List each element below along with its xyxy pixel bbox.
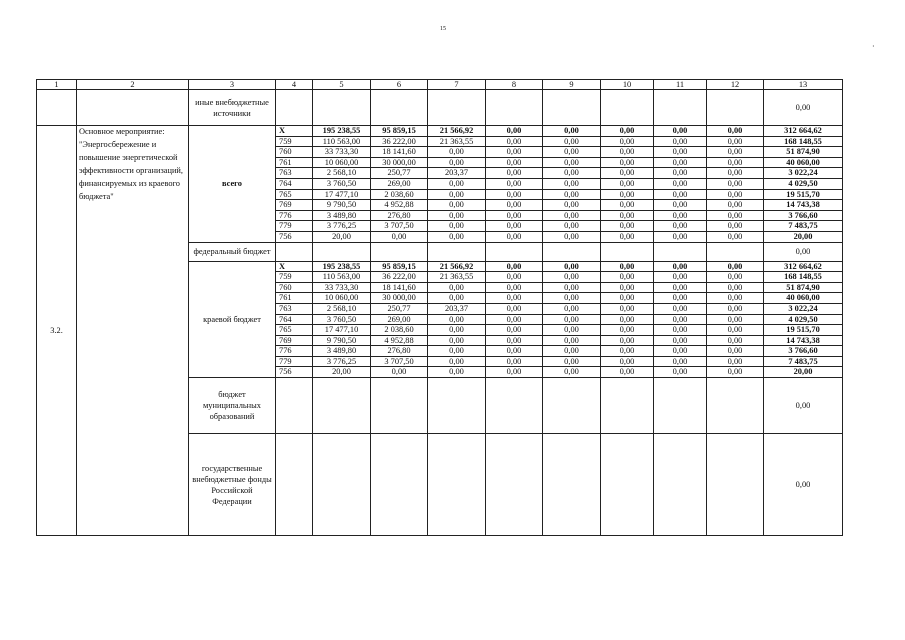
- value-cell: 0,00: [486, 293, 543, 304]
- value-cell: 0,00: [428, 157, 486, 168]
- value-cell: 0,00: [601, 136, 654, 147]
- row-total: 0,00: [764, 90, 843, 126]
- value-cell: 0,00: [654, 168, 707, 179]
- value-cell: 0,00: [601, 261, 654, 272]
- column-header: 5: [313, 80, 371, 90]
- value-cell: 0,00: [601, 231, 654, 242]
- value-cell: 0,00: [428, 293, 486, 304]
- code-cell: 765: [276, 189, 313, 200]
- code-cell: 779: [276, 356, 313, 367]
- value-cell: 0,00: [543, 335, 601, 346]
- column-header: 8: [486, 80, 543, 90]
- column-header: 10: [601, 80, 654, 90]
- code-cell: 765: [276, 325, 313, 336]
- empty-cell: [543, 242, 601, 261]
- value-cell: 0,00: [486, 346, 543, 357]
- value-cell: 0,00: [654, 126, 707, 137]
- empty-cell: [313, 242, 371, 261]
- value-cell: 30 000,00: [371, 157, 428, 168]
- value-cell: 0,00: [654, 178, 707, 189]
- value-cell: 3 760,50: [313, 178, 371, 189]
- value-cell: 0,00: [543, 346, 601, 357]
- value-cell: 0,00: [601, 157, 654, 168]
- value-cell: 33 733,30: [313, 282, 371, 293]
- value-cell: 10 060,00: [313, 293, 371, 304]
- value-cell: 0,00: [654, 147, 707, 158]
- value-cell: 0,00: [371, 231, 428, 242]
- value-cell: 195 238,55: [313, 261, 371, 272]
- code-cell: 763: [276, 168, 313, 179]
- code-cell: 763: [276, 303, 313, 314]
- code-cell: 779: [276, 221, 313, 232]
- value-cell: 0,00: [654, 136, 707, 147]
- empty-cell: [654, 434, 707, 536]
- column-header: 13: [764, 80, 843, 90]
- column-header: 9: [543, 80, 601, 90]
- value-cell: 95 859,15: [371, 126, 428, 137]
- value-cell: 0,00: [543, 126, 601, 137]
- value-cell: 3 022,24: [764, 303, 843, 314]
- code-cell: 761: [276, 293, 313, 304]
- code-cell: 760: [276, 282, 313, 293]
- value-cell: 195 238,55: [313, 126, 371, 137]
- value-cell: 19 515,70: [764, 325, 843, 336]
- row-total: 0,00: [764, 434, 843, 536]
- value-cell: 203,37: [428, 303, 486, 314]
- value-cell: 0,00: [486, 147, 543, 158]
- value-cell: 0,00: [707, 303, 764, 314]
- value-cell: 0,00: [428, 221, 486, 232]
- value-cell: 0,00: [486, 157, 543, 168]
- value-cell: 3 776,25: [313, 221, 371, 232]
- value-cell: 2 038,60: [371, 325, 428, 336]
- value-cell: 0,00: [707, 325, 764, 336]
- empty-cell: [601, 378, 654, 434]
- value-cell: 312 664,62: [764, 126, 843, 137]
- empty-cell: [313, 434, 371, 536]
- value-cell: 0,00: [707, 200, 764, 211]
- scan-dot: ·: [872, 42, 875, 51]
- section-description: Основное мероприятие: "Энергосбережение и повышение энергетической эффективности организаций, финансируемых из краевого бюджета": [77, 126, 189, 536]
- column-header: 12: [707, 80, 764, 90]
- value-cell: 0,00: [707, 335, 764, 346]
- empty-cell: [371, 242, 428, 261]
- empty-cell: [371, 434, 428, 536]
- value-cell: 0,00: [543, 147, 601, 158]
- value-cell: 18 141,60: [371, 147, 428, 158]
- value-cell: 9 790,50: [313, 335, 371, 346]
- value-cell: 17 477,10: [313, 189, 371, 200]
- value-cell: 0,00: [707, 221, 764, 232]
- value-cell: 10 060,00: [313, 157, 371, 168]
- value-cell: 0,00: [543, 157, 601, 168]
- value-cell: 269,00: [371, 178, 428, 189]
- value-cell: 0,00: [486, 325, 543, 336]
- value-cell: 21 566,92: [428, 126, 486, 137]
- empty-cell: [654, 242, 707, 261]
- value-cell: 0,00: [601, 325, 654, 336]
- value-cell: 20,00: [764, 231, 843, 242]
- value-cell: 0,00: [486, 221, 543, 232]
- value-cell: 0,00: [428, 147, 486, 158]
- value-cell: 0,00: [654, 303, 707, 314]
- empty-cell: [543, 378, 601, 434]
- value-cell: 36 222,00: [371, 272, 428, 283]
- page-number: 15: [440, 26, 446, 32]
- value-cell: 17 477,10: [313, 325, 371, 336]
- header-row: [37, 80, 843, 90]
- row-total: 0,00: [764, 242, 843, 261]
- value-cell: 21 566,92: [428, 261, 486, 272]
- value-cell: 0,00: [486, 126, 543, 137]
- empty-cell: [486, 378, 543, 434]
- value-cell: 0,00: [654, 231, 707, 242]
- value-cell: 0,00: [601, 303, 654, 314]
- value-cell: 0,00: [543, 189, 601, 200]
- value-cell: 0,00: [486, 210, 543, 221]
- value-cell: 14 743,38: [764, 335, 843, 346]
- empty-cell: [543, 434, 601, 536]
- value-cell: 7 483,75: [764, 356, 843, 367]
- value-cell: 0,00: [486, 303, 543, 314]
- value-cell: 3 760,50: [313, 314, 371, 325]
- value-cell: 33 733,30: [313, 147, 371, 158]
- value-cell: 40 060,00: [764, 293, 843, 304]
- value-cell: 40 060,00: [764, 157, 843, 168]
- empty-cell: [707, 434, 764, 536]
- value-cell: 7 483,75: [764, 221, 843, 232]
- empty-cell: [601, 242, 654, 261]
- value-cell: 110 563,00: [313, 272, 371, 283]
- value-cell: 0,00: [601, 168, 654, 179]
- value-cell: 3 707,50: [371, 221, 428, 232]
- code-cell: 759: [276, 272, 313, 283]
- value-cell: 0,00: [486, 282, 543, 293]
- value-cell: 0,00: [543, 325, 601, 336]
- value-cell: 0,00: [601, 210, 654, 221]
- value-cell: 4 029,50: [764, 314, 843, 325]
- value-cell: 0,00: [707, 126, 764, 137]
- code-cell: 756: [276, 367, 313, 378]
- value-cell: 0,00: [601, 126, 654, 137]
- value-cell: 36 222,00: [371, 136, 428, 147]
- value-cell: 0,00: [543, 136, 601, 147]
- value-cell: 0,00: [707, 231, 764, 242]
- value-cell: 0,00: [601, 314, 654, 325]
- budget-table: [36, 79, 843, 536]
- value-cell: 9 790,50: [313, 200, 371, 211]
- value-cell: 0,00: [543, 221, 601, 232]
- source-label: бюджет муниципальных образований: [189, 378, 276, 434]
- column-header: 11: [654, 80, 707, 90]
- code-cell: 764: [276, 178, 313, 189]
- value-cell: 18 141,60: [371, 282, 428, 293]
- value-cell: 0,00: [654, 200, 707, 211]
- value-cell: 0,00: [428, 210, 486, 221]
- column-header: 4: [276, 80, 313, 90]
- value-cell: 0,00: [486, 272, 543, 283]
- empty-cell: [428, 242, 486, 261]
- value-cell: 168 148,55: [764, 272, 843, 283]
- code-cell: 759: [276, 136, 313, 147]
- value-cell: 0,00: [601, 335, 654, 346]
- value-cell: 0,00: [428, 346, 486, 357]
- value-cell: 0,00: [707, 282, 764, 293]
- value-cell: 0,00: [601, 367, 654, 378]
- value-cell: 0,00: [486, 231, 543, 242]
- value-cell: 0,00: [486, 168, 543, 179]
- value-cell: 0,00: [707, 356, 764, 367]
- empty-cell: [428, 378, 486, 434]
- value-cell: 0,00: [486, 200, 543, 211]
- empty-cell: [371, 378, 428, 434]
- row-total: 0,00: [764, 378, 843, 434]
- value-cell: 203,37: [428, 168, 486, 179]
- value-cell: 0,00: [428, 314, 486, 325]
- value-cell: 2 568,10: [313, 303, 371, 314]
- value-cell: 0,00: [707, 367, 764, 378]
- value-cell: 0,00: [543, 282, 601, 293]
- value-cell: 0,00: [601, 221, 654, 232]
- value-cell: 21 363,55: [428, 136, 486, 147]
- value-cell: 0,00: [428, 231, 486, 242]
- value-cell: 0,00: [707, 272, 764, 283]
- value-cell: 0,00: [654, 314, 707, 325]
- value-cell: 0,00: [654, 282, 707, 293]
- value-cell: 0,00: [486, 335, 543, 346]
- value-cell: 0,00: [654, 346, 707, 357]
- empty-cell: [276, 242, 313, 261]
- value-cell: 0,00: [428, 282, 486, 293]
- value-cell: 0,00: [486, 189, 543, 200]
- code-cell: 764: [276, 314, 313, 325]
- source-label: краевой бюджет: [189, 261, 276, 378]
- value-cell: 14 743,38: [764, 200, 843, 211]
- value-cell: 0,00: [428, 178, 486, 189]
- value-cell: 0,00: [707, 210, 764, 221]
- value-cell: 0,00: [707, 136, 764, 147]
- code-cell: Х: [276, 126, 313, 137]
- value-cell: 0,00: [543, 303, 601, 314]
- value-cell: 0,00: [654, 367, 707, 378]
- empty-cell: [486, 434, 543, 536]
- value-cell: 0,00: [654, 272, 707, 283]
- value-cell: 3 489,80: [313, 346, 371, 357]
- value-cell: 3 022,24: [764, 168, 843, 179]
- value-cell: 0,00: [707, 261, 764, 272]
- value-cell: 30 000,00: [371, 293, 428, 304]
- column-header: 1: [37, 80, 77, 90]
- value-cell: 95 859,15: [371, 261, 428, 272]
- value-cell: 0,00: [486, 136, 543, 147]
- value-cell: 2 038,60: [371, 189, 428, 200]
- value-cell: 0,00: [707, 157, 764, 168]
- empty-cell: [707, 242, 764, 261]
- value-cell: 276,80: [371, 346, 428, 357]
- value-cell: 269,00: [371, 314, 428, 325]
- code-cell: 769: [276, 200, 313, 211]
- value-cell: 3 707,50: [371, 356, 428, 367]
- value-cell: 0,00: [543, 168, 601, 179]
- code-cell: 756: [276, 231, 313, 242]
- source-label: всего: [189, 126, 276, 243]
- value-cell: 250,77: [371, 303, 428, 314]
- value-cell: 4 952,88: [371, 200, 428, 211]
- value-cell: 0,00: [543, 314, 601, 325]
- value-cell: 3 489,80: [313, 210, 371, 221]
- value-cell: 0,00: [601, 178, 654, 189]
- value-cell: 0,00: [428, 200, 486, 211]
- value-cell: 20,00: [313, 367, 371, 378]
- value-cell: 0,00: [601, 293, 654, 304]
- value-cell: 0,00: [601, 200, 654, 211]
- code-cell: 769: [276, 335, 313, 346]
- value-cell: 0,00: [654, 157, 707, 168]
- empty-cell: [654, 378, 707, 434]
- empty-cell: [313, 378, 371, 434]
- code-cell: 761: [276, 157, 313, 168]
- table-row: [37, 126, 843, 137]
- value-cell: 3 776,25: [313, 356, 371, 367]
- value-cell: 19 515,70: [764, 189, 843, 200]
- value-cell: 0,00: [543, 356, 601, 367]
- value-cell: 20,00: [313, 231, 371, 242]
- empty-cell: [276, 378, 313, 434]
- source-label: федеральный бюджет: [189, 242, 276, 261]
- value-cell: 3 766,60: [764, 346, 843, 357]
- value-cell: 0,00: [428, 335, 486, 346]
- value-cell: 0,00: [543, 178, 601, 189]
- empty-cell: [486, 242, 543, 261]
- value-cell: 0,00: [543, 200, 601, 211]
- value-cell: 0,00: [428, 325, 486, 336]
- value-cell: 0,00: [601, 356, 654, 367]
- value-cell: 0,00: [707, 346, 764, 357]
- value-cell: 51 874,90: [764, 282, 843, 293]
- value-cell: 0,00: [543, 367, 601, 378]
- column-header: 2: [77, 80, 189, 90]
- value-cell: 0,00: [601, 147, 654, 158]
- code-cell: Х: [276, 261, 313, 272]
- value-cell: 0,00: [601, 282, 654, 293]
- code-cell: 760: [276, 147, 313, 158]
- value-cell: 110 563,00: [313, 136, 371, 147]
- value-cell: 0,00: [654, 189, 707, 200]
- value-cell: 0,00: [707, 293, 764, 304]
- value-cell: 4 952,88: [371, 335, 428, 346]
- column-header: 3: [189, 80, 276, 90]
- value-cell: 0,00: [707, 314, 764, 325]
- value-cell: 0,00: [428, 367, 486, 378]
- value-cell: 2 568,10: [313, 168, 371, 179]
- value-cell: 312 664,62: [764, 261, 843, 272]
- value-cell: 4 029,50: [764, 178, 843, 189]
- empty-cell: [276, 434, 313, 536]
- source-label: государственные внебюджетные фонды Российской Федерации: [189, 434, 276, 536]
- value-cell: 0,00: [654, 335, 707, 346]
- column-header: 7: [428, 80, 486, 90]
- value-cell: 0,00: [707, 168, 764, 179]
- source-label: иные внебюджетные источники: [189, 90, 276, 126]
- value-cell: 0,00: [486, 261, 543, 272]
- value-cell: 20,00: [764, 367, 843, 378]
- column-header: 6: [371, 80, 428, 90]
- value-cell: 21 363,55: [428, 272, 486, 283]
- code-cell: 776: [276, 210, 313, 221]
- value-cell: 0,00: [654, 261, 707, 272]
- value-cell: 276,80: [371, 210, 428, 221]
- value-cell: 0,00: [654, 210, 707, 221]
- value-cell: 0,00: [486, 356, 543, 367]
- value-cell: 0,00: [543, 261, 601, 272]
- value-cell: 51 874,90: [764, 147, 843, 158]
- value-cell: 0,00: [654, 325, 707, 336]
- value-cell: 0,00: [486, 178, 543, 189]
- value-cell: 0,00: [543, 293, 601, 304]
- value-cell: 0,00: [707, 189, 764, 200]
- value-cell: 0,00: [654, 221, 707, 232]
- value-cell: 0,00: [601, 189, 654, 200]
- value-cell: 3 766,60: [764, 210, 843, 221]
- value-cell: 0,00: [601, 272, 654, 283]
- empty-cell: [601, 434, 654, 536]
- value-cell: 0,00: [543, 272, 601, 283]
- empty-cell: [707, 378, 764, 434]
- empty-cell: [428, 434, 486, 536]
- value-cell: 0,00: [428, 356, 486, 367]
- value-cell: 0,00: [543, 210, 601, 221]
- value-cell: 168 148,55: [764, 136, 843, 147]
- section-number: 3.2.: [37, 126, 77, 536]
- value-cell: 250,77: [371, 168, 428, 179]
- value-cell: 0,00: [543, 231, 601, 242]
- value-cell: 0,00: [707, 178, 764, 189]
- other-sources-row: [37, 90, 843, 126]
- value-cell: 0,00: [601, 346, 654, 357]
- value-cell: 0,00: [486, 314, 543, 325]
- value-cell: 0,00: [486, 367, 543, 378]
- value-cell: 0,00: [707, 147, 764, 158]
- value-cell: 0,00: [371, 367, 428, 378]
- value-cell: 0,00: [428, 189, 486, 200]
- code-cell: 776: [276, 346, 313, 357]
- value-cell: 0,00: [654, 356, 707, 367]
- value-cell: 0,00: [654, 293, 707, 304]
